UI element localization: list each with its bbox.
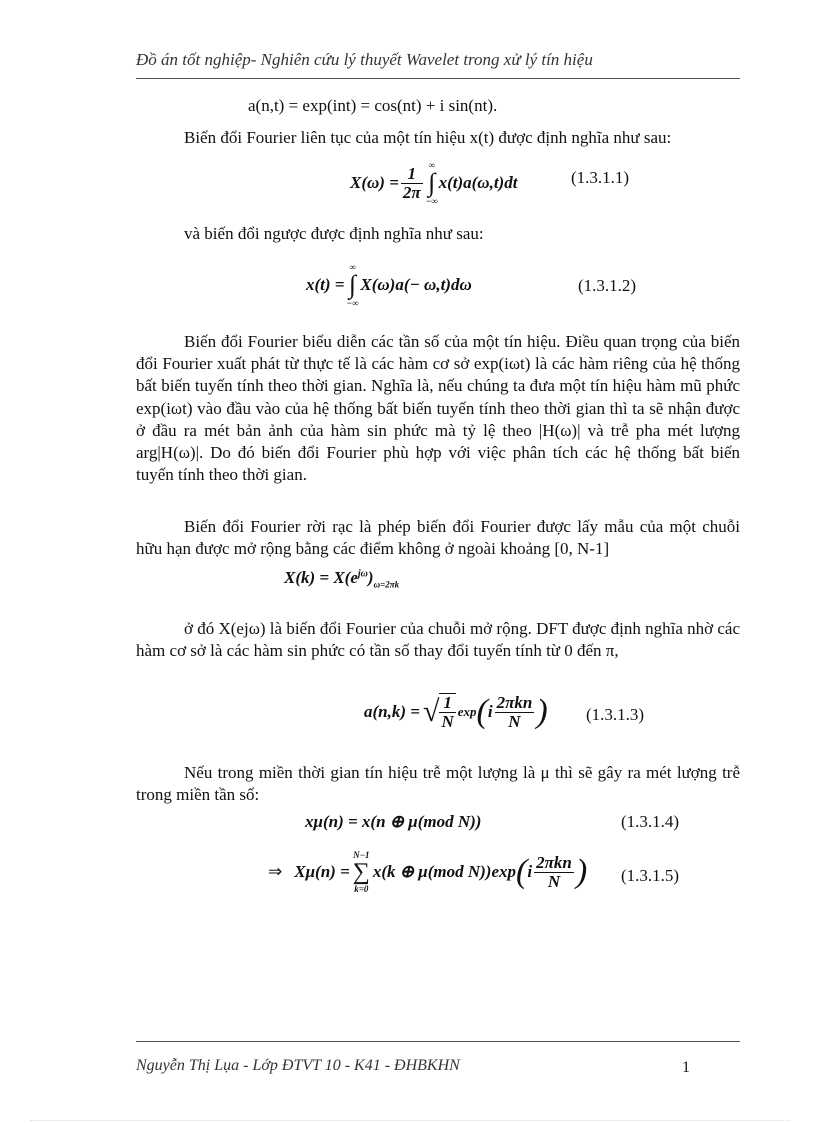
paragraph-3: Biến đổi Fourier biểu diễn các tần số của một tín hiệu. Điều quan trọng của biến đổi Fourier xuất phát từ thực tế là các hàm cơ sở exp(iωt) là các hàm riêng của hệ thống bất biến tuyến tính theo thời gian. Nghĩa là, nếu chúng ta đưa một tín hiệu hàm mũ phức exp(iωt) vào đầu vào của hệ thống bất biến tuyến tính theo thời gian thì ta sẽ nhận được ở đầu ra mét bản ảnh của hàm sin phức mà tỷ lệ theo |H(ω)| và trễ pha mét lượng arg|H(ω)|. Do đó biến đổi Fourier phù hợp với việc phân tích các hệ thống bất biến tuyến tính theo thời gian. [136, 332, 740, 485]
equation-number-4: (1.3.1.4) [621, 812, 680, 831]
left-paren-icon: ( [516, 853, 528, 890]
eq3-arg-num: 2πkn [496, 692, 533, 712]
eq5-lhs: Xμ(n) = [294, 862, 350, 881]
equation-1-3-1-2 [306, 262, 472, 308]
left-paren-icon: ( [476, 693, 488, 730]
paragraph-1: Biến đổi Fourier liên tục của một tín hiệu x(t) được định nghĩa như sau: [184, 128, 672, 147]
eq3-arg-fraction [495, 694, 535, 731]
integral-sign-icon: ∫ [428, 168, 436, 197]
page-footer-author: Nguyễn Thị Lụa - Lớp ĐTVT 10 - K41 - ĐHBKHN [136, 1057, 460, 1074]
eq5-arg-fraction [534, 854, 574, 891]
eq3-sqrt-fraction [439, 693, 455, 731]
eq5-arg-num: 2πkn [536, 852, 572, 872]
paragraph-6: Nếu trong miền thời gian tín hiệu trễ một lượng là μ thì sẽ gây ra mét lượng trễ trong miền tần số: [136, 763, 740, 805]
eq3-lhs: a(n,k) = [364, 702, 420, 721]
eq2-integral [346, 262, 358, 308]
dft-sup: jω [357, 568, 368, 580]
dft-rhs: ) [367, 568, 374, 587]
equation-dft [284, 568, 399, 589]
equation-number-5: (1.3.1.5) [621, 866, 680, 885]
right-paren-icon: ) [536, 693, 548, 730]
sum-sign-icon: ∑ [352, 859, 370, 885]
eq3-arg-den: N [508, 711, 521, 731]
eq1-frac-num: 1 [401, 165, 423, 184]
eq3-arg-pre: i [487, 702, 493, 721]
equation-1-3-1-5 [268, 850, 587, 894]
equation-number-1: (1.3.1.1) [571, 168, 630, 187]
implies-arrow-icon: ⇒ [268, 862, 283, 881]
eq1-lhs: X(ω) = [350, 173, 399, 192]
page-header: Đồ án tốt nghiệp- Nghiên cứu lý thuyết Wavelet trong xử lý tín hiệu [136, 50, 593, 69]
eq3-sqrt-num: 1 [439, 694, 455, 713]
eq2-int-lower: −∞ [346, 298, 359, 308]
eq5-body: x(k ⊕ μ(mod N))exp [372, 862, 517, 881]
page-bottom-divider [30, 1120, 790, 1121]
eq1-int-upper: ∞ [428, 160, 435, 170]
eq1-integral [426, 160, 438, 206]
equation-1-3-1-4: xμ(n) = x(n ⊕ μ(mod N)) [305, 812, 482, 831]
integral-sign-icon: ∫ [348, 270, 356, 299]
eq3-sqrt-den: N [441, 712, 454, 731]
eq2-lhs: x(t) = [306, 275, 345, 294]
eq5-sum-lower: k=0 [354, 884, 369, 894]
equation-1-3-1-3 [364, 693, 548, 731]
eq5-sum-upper: N−1 [353, 850, 370, 860]
paragraph-2: và biến đổi ngược được định nghĩa như sau: [184, 224, 484, 243]
header-rule [136, 78, 740, 79]
eq3-exp: exp [457, 704, 477, 719]
dft-lhs: X(k) = X(e [284, 568, 358, 587]
equation-number-2: (1.3.1.2) [578, 276, 637, 295]
right-paren-icon: ) [575, 853, 588, 890]
eq5-arg-pre: i [527, 862, 533, 881]
dft-sub: ω=2πk [373, 579, 400, 590]
eq1-body: x(t)a(ω,t)dt [438, 173, 518, 192]
page-number: 1 [682, 1059, 690, 1076]
sqrt-sign-icon: √ [422, 695, 440, 728]
eq5-arg-den: N [547, 871, 561, 891]
eq2-int-upper: ∞ [349, 262, 356, 272]
equation-a-nt: a(n,t) = exp(int) = cos(nt) + i sin(nt). [248, 96, 498, 115]
paragraph-5: ở đó X(ejω) là biến đổi Fourier của chuỗi mở rộng. DFT được định nghĩa nhờ các hàm cơ sở là các hàm sin phức có tần số thay đổi tuyến tính từ 0 đến π, [136, 619, 741, 661]
equation-1-3-1-1 [350, 160, 517, 206]
eq1-frac-den: 2π [402, 182, 421, 202]
footer-rule [136, 1041, 740, 1042]
equation-number-3: (1.3.1.3) [586, 705, 645, 724]
eq1-int-lower: −∞ [425, 196, 438, 206]
paragraph-4: Biến đổi Fourier rời rạc là phép biến đổi Fourier được lấy mẫu của một chuỗi hữu hạn được mở rộng bằng các điểm không ở ngoài khoảng [0, N-1] [136, 517, 740, 559]
eq2-body: X(ω)a(− ω,t)dω [360, 275, 472, 294]
eq5-sum [353, 850, 370, 894]
eq1-fraction [401, 165, 423, 202]
